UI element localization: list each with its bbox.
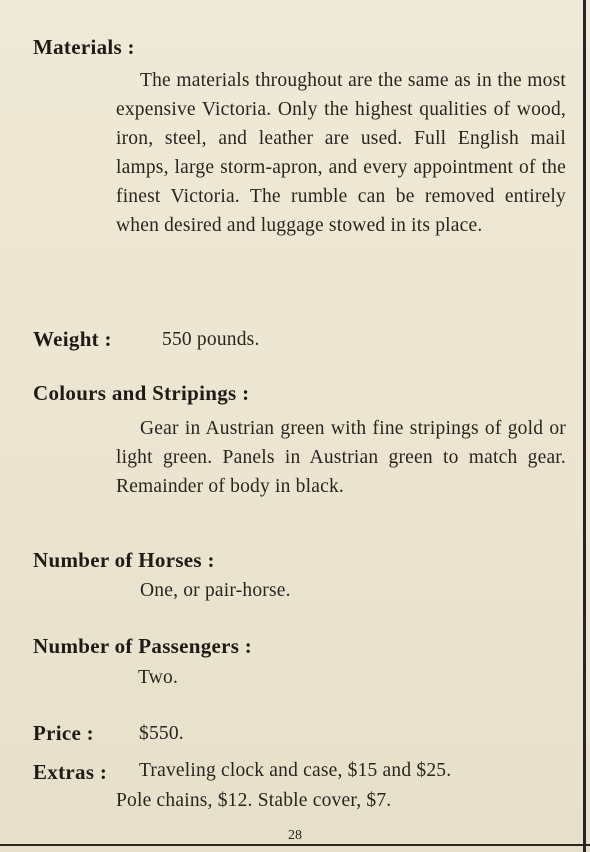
extras-line-1: Traveling clock and case, $15 and $25.	[139, 760, 452, 781]
weight-heading: Weight :	[33, 327, 112, 351]
passengers-heading: Number of Passengers :	[33, 634, 253, 658]
colours-heading: Colours and Stripings :	[33, 381, 250, 405]
right-border-rule	[583, 0, 586, 852]
materials-text: The materials throughout are the same as in the most expensive Victoria. Only the highest qualities of wood, iron, steel, and leather are used. Full English mail lamps, large storm-apron, and every appointment of the finest Victoria. The rumble can be removed entirely when desired and luggage stowed in its place.	[116, 70, 566, 236]
price-value: $550.	[139, 723, 184, 744]
passengers-value: Two.	[138, 667, 179, 688]
colours-text: Gear in Austrian green with fine stripings of gold or light green. Panels in Austrian green to match gear. Remainder of body in black.	[116, 418, 566, 497]
weight-value: 550 pounds.	[162, 329, 260, 350]
horses-heading: Number of Horses :	[33, 548, 215, 572]
price-heading: Price :	[33, 721, 94, 745]
extras-line-2: Pole chains, $12. Stable cover, $7.	[116, 790, 392, 811]
materials-heading: Materials :	[33, 35, 135, 59]
extras-heading: Extras :	[33, 760, 108, 784]
page-number: 28	[288, 828, 302, 843]
bottom-border-rule	[0, 844, 590, 846]
horses-value: One, or pair-horse.	[140, 580, 291, 601]
